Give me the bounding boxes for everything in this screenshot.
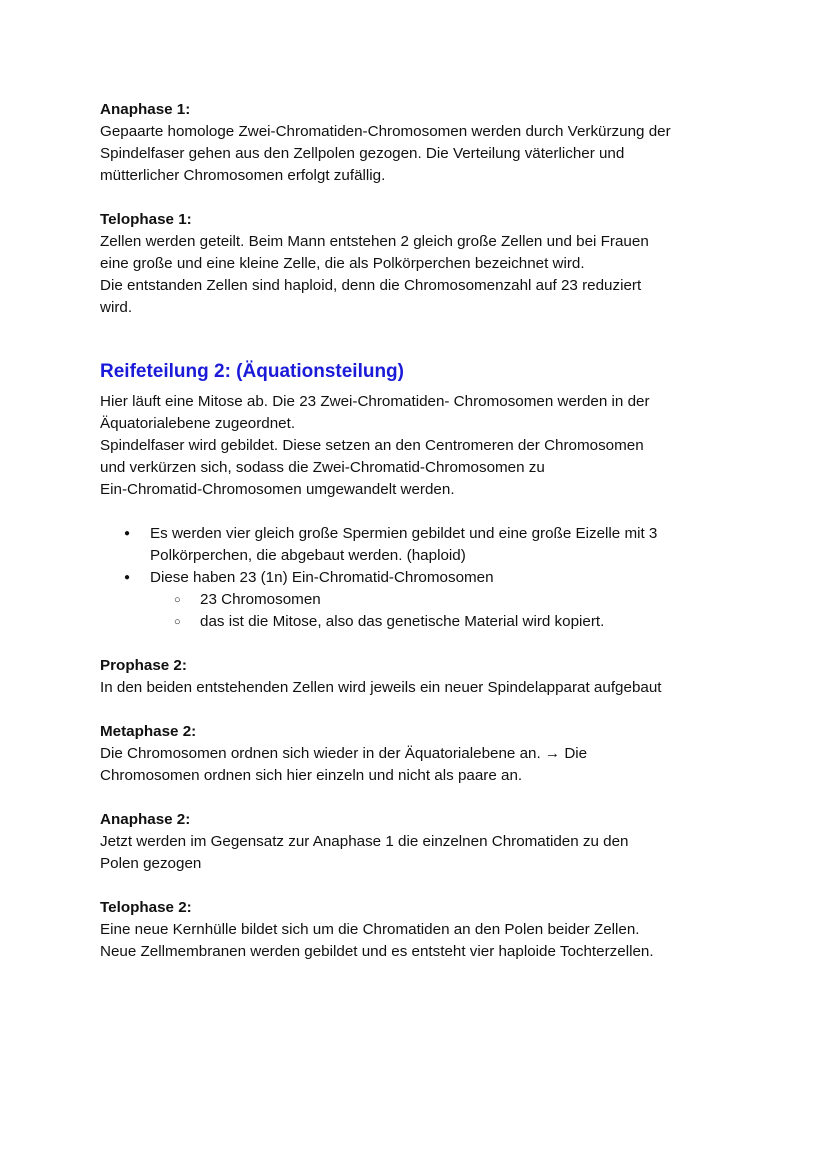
paragraph [100, 919, 750, 963]
text-line: Zellen werden geteilt. Beim Mann entstehen 2 gleich große Zellen und bei Frauen [100, 233, 649, 250]
text-line: Polen gezogen [100, 855, 202, 872]
text-line: Die entstanden Zellen sind haploid, denn die Chromosomenzahl auf 23 reduziert [100, 277, 642, 294]
spacer [100, 187, 750, 209]
text-line: Hier läuft eine Mitose ab. Die 23 Zwei-Chromatiden- Chromosomen werden in der [100, 393, 650, 410]
section-title: Telophase 1: [100, 211, 192, 228]
section-prophase-2 [100, 655, 750, 699]
text-line: Spindelfaser gehen aus den Zellpolen gezogen. Die Verteilung väterlicher und [100, 145, 625, 162]
text-line: Neue Zellmembranen werden gebildet und es entsteht vier haploide Tochterzellen. [100, 943, 654, 960]
section-reifeteilung-2 [100, 359, 750, 633]
text-line: Chromosomen ordnen sich hier einzeln und nicht als paare an. [100, 767, 523, 784]
paragraph [100, 743, 750, 787]
text-line: Gepaarte homologe Zwei-Chromatiden-Chromosomen werden durch Verkürzung der [100, 123, 671, 140]
section-telophase-2 [100, 897, 750, 963]
section-title: Metaphase 2: [100, 723, 197, 740]
text-line: Eine neue Kernhülle bildet sich um die Chromatiden an den Polen beider Zellen. [100, 921, 640, 938]
text-line: ● Diese haben 23 (1n) Ein-Chromatid-Chromosomen [150, 569, 494, 586]
spacer [100, 501, 750, 523]
spacer [100, 787, 750, 809]
document-page [100, 99, 750, 963]
text-line: ● Es werden vier gleich große Spermien gebildet und eine große Eizelle mit 3 [150, 525, 658, 542]
paragraph [100, 831, 750, 875]
section-anaphase-1 [100, 99, 750, 187]
section-anaphase-2 [100, 809, 750, 875]
text-line: Äquatorialebene zugeordnet. [100, 415, 296, 432]
section-title: Anaphase 2: [100, 811, 191, 828]
paragraph [100, 121, 750, 187]
bullet-item [150, 523, 750, 567]
spacer [100, 633, 750, 655]
text-line: In den beiden entstehenden Zellen wird jeweils ein neuer Spindelapparat aufgebaut [100, 679, 662, 696]
sub-bullet-list [150, 589, 750, 633]
spacer [100, 699, 750, 721]
spacer [100, 319, 750, 359]
heading-reifeteilung-2: Reifeteilung 2: (Äquationsteilung) [100, 361, 404, 382]
text-line: Polkörperchen, die abgebaut werden. (haploid) [150, 547, 466, 564]
bullet-list [100, 523, 750, 633]
section-title: Telophase 2: [100, 899, 192, 916]
sub-bullet-item: ○ 23 Chromosomen [200, 589, 750, 611]
text-line: Die Chromosomen ordnen sich wieder in der Äquatorialebene an. → Die [100, 745, 588, 762]
sub-bullet-item: ○ das ist die Mitose, also das genetische Material wird kopiert. [200, 611, 750, 633]
spacer [100, 875, 750, 897]
text-line: Ein-Chromatid-Chromosomen umgewandelt werden. [100, 481, 455, 498]
section-metaphase-2 [100, 721, 750, 787]
text-line: eine große und eine kleine Zelle, die als Polkörperchen bezeichnet wird. [100, 255, 585, 272]
text-line: Jetzt werden im Gegensatz zur Anaphase 1 die einzelnen Chromatiden zu den [100, 833, 629, 850]
text-line: wird. [100, 299, 133, 316]
text-line: und verkürzen sich, sodass die Zwei-Chromatid-Chromosomen zu [100, 459, 545, 476]
section-title: Anaphase 1: [100, 101, 191, 118]
paragraph [100, 677, 750, 699]
paragraph [100, 391, 750, 501]
text-line: mütterlicher Chromosomen erfolgt zufällig. [100, 167, 386, 184]
section-title: Prophase 2: [100, 657, 187, 674]
paragraph [100, 231, 750, 319]
bullet-item [150, 567, 750, 633]
section-telophase-1 [100, 209, 750, 319]
text-line: Spindelfaser wird gebildet. Diese setzen an den Centromeren der Chromosomen [100, 437, 644, 454]
